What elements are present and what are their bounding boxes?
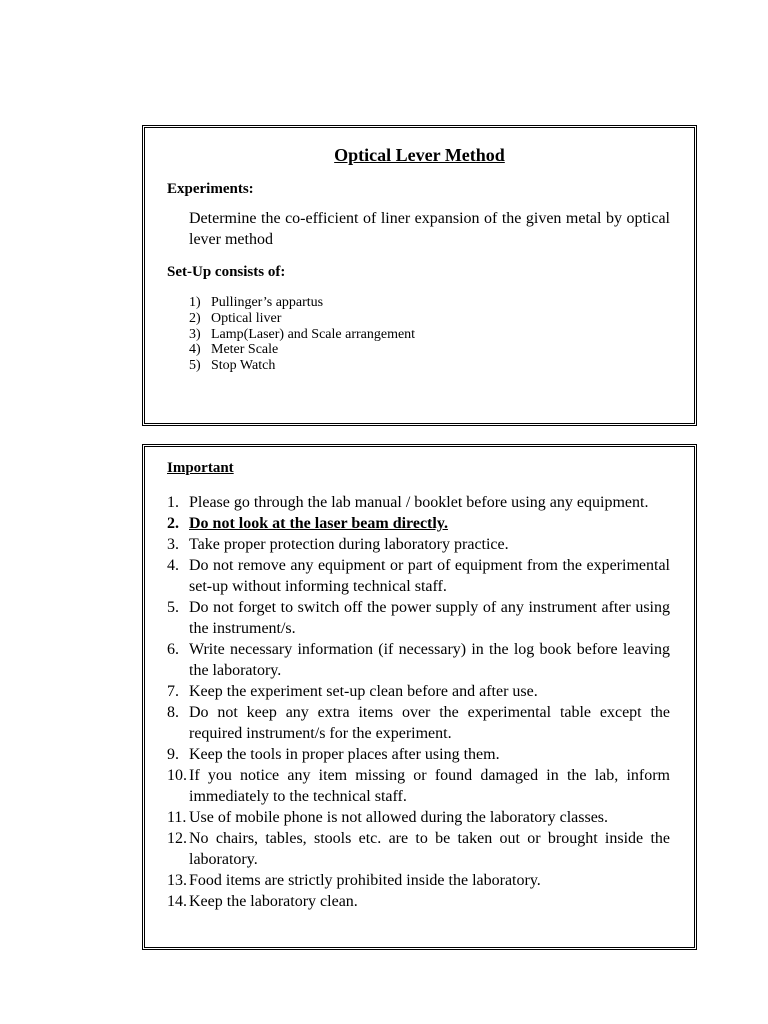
important-rules-box [142, 444, 697, 950]
rule-item: 11. Use of mobile phone is not allowed during the laboratory classes. [167, 809, 609, 826]
rule-item: 3. Take proper protection during laboratory practice. [167, 536, 509, 553]
rule-item: 9. Keep the tools in proper places after using them. [167, 746, 500, 763]
rule-item-warning: 2. Do not look at the laser beam directly. [167, 515, 448, 532]
rule-item: 14. Keep the laboratory clean. [167, 893, 358, 910]
setup-label: Set-Up consists of: [167, 264, 286, 280]
setup-list [189, 295, 415, 374]
rule-item: 1. Please go through the lab manual / booklet before using any equipment. [167, 494, 649, 511]
important-heading: Important [167, 460, 234, 476]
setup-item: 4) Meter Scale [189, 342, 279, 358]
rule-item: 10. If you notice any item missing or found damaged in the lab, inform immediately to the technical staff. [167, 767, 670, 805]
experiment-info-box [142, 125, 697, 426]
rule-item: 4. Do not remove any equipment or part of equipment from the experimental set-up without informing technical staff. [167, 557, 670, 595]
rule-item: 8. Do not keep any extra items over the experimental table except the required instrument/s for the experiment. [167, 704, 670, 742]
page-title: Optical Lever Method [334, 145, 505, 165]
rule-item: 6. Write necessary information (if necessary) in the log book before leaving the laboratory. [167, 641, 670, 679]
rule-item: 12. No chairs, tables, stools etc. are to be taken out or brought inside the laboratory. [167, 830, 670, 868]
setup-item: 1) Pullinger’s appartus [189, 295, 324, 310]
experiment-description: Determine the co-efficient of liner expansion of the given metal by optical lever method [189, 210, 670, 248]
setup-item: 3) Lamp(Laser) and Scale arrangement [189, 326, 416, 342]
experiments-label: Experiments: [167, 181, 254, 197]
rule-item: 7. Keep the experiment set-up clean before and after use. [167, 683, 538, 700]
rule-item: 5. Do not forget to switch off the power supply of any instrument after using the instrument/s. [167, 599, 670, 637]
setup-item: 5) Stop Watch [189, 358, 276, 374]
rules-list [167, 492, 670, 912]
setup-item: 2) Optical liver [189, 310, 282, 326]
rule-item: 13. Food items are strictly prohibited inside the laboratory. [167, 872, 541, 889]
